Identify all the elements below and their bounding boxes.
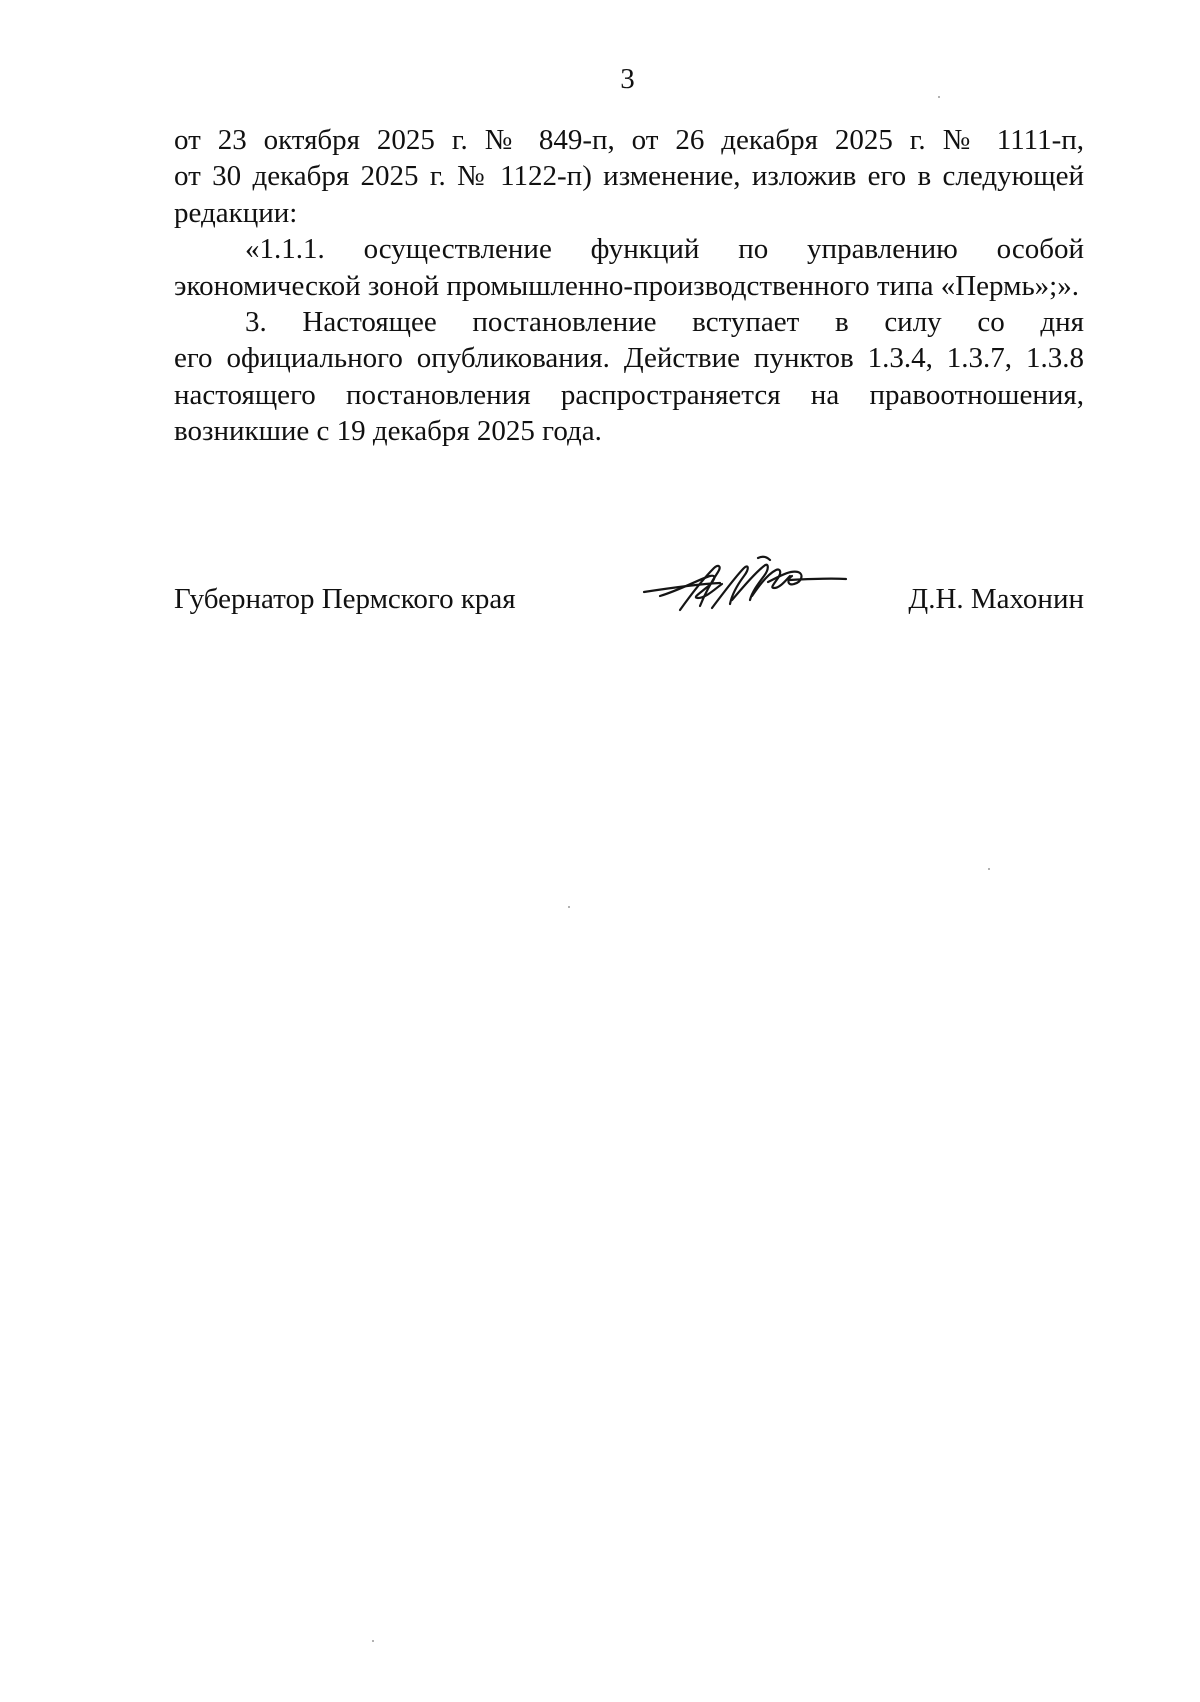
scan-speck [938, 96, 940, 98]
handwritten-signature [640, 548, 850, 618]
text-line: настоящего постановления распространяется на правоотношения, [174, 378, 1084, 411]
paragraph-clause-3 [174, 304, 1084, 450]
text-line: редакции: [174, 196, 298, 229]
signatory-name: Д.Н. Махонин [908, 583, 1084, 615]
signature-block [174, 581, 1084, 621]
text-line: от 23 октября 2025 г. № 849-п, от 26 декабря 2025 г. № 1111-п, [174, 124, 1084, 156]
text-line: 3. Настоящее постановление вступает в силу со дня [245, 306, 1084, 339]
scan-speck [568, 906, 570, 908]
signatory-title: Губернатор Пермского края [174, 583, 516, 615]
text-line: от 30 декабря 2025 г. № 1122-п) изменение, изложив его в следующей [174, 160, 1084, 193]
page-number: 3 [620, 63, 635, 95]
text-line: «1.1.1. осуществление функций по управлению особой [245, 233, 1084, 266]
text-line: его официального опубликования. Действие пунктов 1.3.4, 1.3.7, 1.3.8 [174, 342, 1084, 375]
text-line: возникшие с 19 декабря 2025 года. [174, 415, 602, 448]
scan-speck [988, 868, 990, 870]
paragraph-continuation [174, 122, 1084, 231]
text-line: экономической зоной промышленно-производственного типа «Пермь»;». [174, 269, 1079, 302]
paragraph-quoted-clause [174, 231, 1084, 304]
document-body [174, 122, 1084, 450]
scan-speck [372, 1640, 374, 1642]
